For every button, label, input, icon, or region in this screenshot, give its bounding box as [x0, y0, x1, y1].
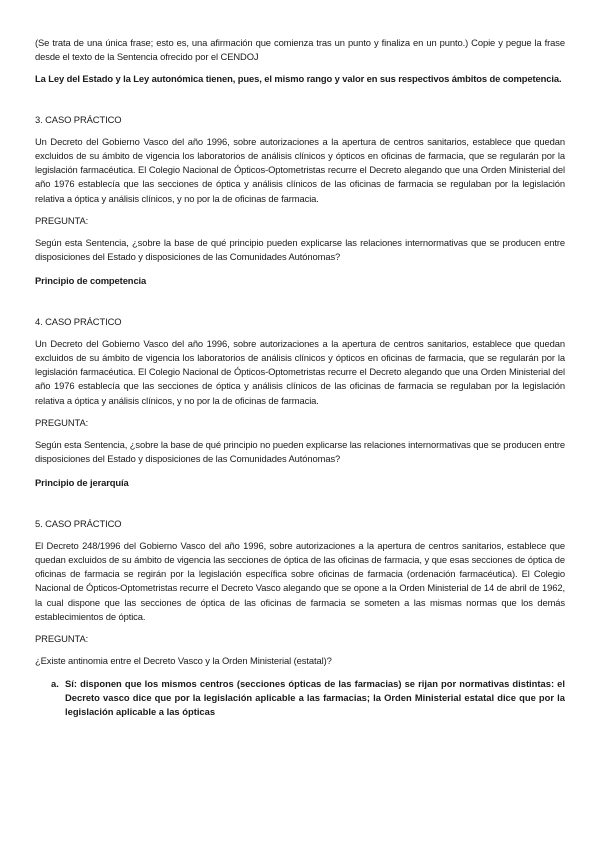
intro-answer: La Ley del Estado y la Ley autonómica tienen, pues, el mismo rango y valor en sus respectivos ámbitos de competencia.	[35, 73, 562, 85]
option-text: Sí: disponen que los mismos centros (secciones ópticas de las farmacias) se rijan por normativas distintas: el Decreto vasco dice que por la legislación aplicable a las farmacias; la Orden Ministerial estatal dice que por la legislación aplicable a las ópticas	[65, 677, 565, 717]
case-4-heading: 4. CASO PRÁCTICO	[35, 315, 122, 327]
case-5-body: El Decreto 248/1996 del Gobierno Vasco del año 1996, sobre autorizaciones a la apertura de centros sanitarios, establece que quedan excluidos de su ámbito de vigencia las secciones de óptica de las oficinas de farmacia, y que esas secciones de óptica de oficinas de farmacia se regirán por la legislación específica sobre oficinas de farmacia (ordenación farmacéutica). El Colegio Nacional de Ópticos-Optometristas recurre el Decreto Vasco alegando que se opone a la Orden Ministerial de 14 de abril de 1962, la cual dispone que las secciones de óptica de las oficinas de farmacia se someten a las mismas normas que los demás establecimientos de óptica.	[35, 539, 565, 622]
case-3-question-label: PREGUNTA:	[35, 214, 89, 226]
document-content	[35, 36, 565, 719]
case-3-heading: 3. CASO PRÁCTICO	[35, 113, 122, 125]
case-5	[35, 517, 565, 719]
case-4-question: Según esta Sentencia, ¿sobre la base de qué principio no pueden explicarse las relaciones internormativas que se producen entre disposiciones del Estado y disposiciones de las Comunidades Autónomas?	[35, 439, 565, 465]
case-4-body: Un Decreto del Gobierno Vasco del año 1996, sobre autorizaciones a la apertura de centros sanitarios, establece que quedan excluidos de su ámbito de vigencia los laboratorios de análisis clínicos y ópticos en oficinas de farmacia, que se regularán por la legislación farmacéutica. El Colegio Nacional de Ópticos-Optometristas recurre el Decreto alegando que una Orden Ministerial del año 1976 establecía que las secciones de óptica y análisis clínicos de las oficinas de farmacia se regulaban por la legislación relativa a óptica y análisis clínicos, y no por la de oficinas de farmacia.	[35, 337, 565, 406]
case-3-question: Según esta Sentencia, ¿sobre la base de qué principio pueden explicarse las relaciones internormativas que se producen entre disposiciones del Estado y disposiciones de las Comunidades Autónomas?	[35, 237, 565, 263]
case-5-question: ¿Existe antinomia entre el Decreto Vasco y la Orden Ministerial (estatal)?	[35, 655, 332, 667]
case-5-options	[35, 677, 565, 720]
case-4	[35, 315, 565, 491]
case-4-question-label: PREGUNTA:	[35, 416, 89, 428]
case-3-answer: Principio de competencia	[35, 275, 147, 287]
case-3	[35, 113, 565, 289]
intro-instructions: (Se trata de una única frase; esto es, una afirmación que comienza tras un punto y finaliza en un punto.) Copie y pegue la frase desde el texto de la Sentencia ofrecido por el CENDOJ	[35, 37, 565, 63]
case-5-question-label: PREGUNTA:	[35, 633, 89, 645]
case-4-answer: Principio de jerarquía	[35, 477, 129, 489]
option-marker: a.	[51, 677, 59, 689]
case-5-heading: 5. CASO PRÁCTICO	[35, 517, 122, 529]
case-3-body: Un Decreto del Gobierno Vasco del año 1996, sobre autorizaciones a la apertura de centros sanitarios, establece que quedan excluidos de su ámbito de vigencia los laboratorios de análisis clínicos y ópticos en oficinas de farmacia, que se regularán por la legislación farmacéutica. El Colegio Nacional de Ópticos-Optometristas recurre el Decreto alegando que una Orden Ministerial del año 1976 establecía que las secciones de óptica y análisis clínicos de las oficinas de farmacia se regulaban por la legislación relativa a óptica y análisis clínicos, y no por la de oficinas de farmacia.	[35, 135, 565, 204]
case-5-option-a	[51, 677, 565, 720]
